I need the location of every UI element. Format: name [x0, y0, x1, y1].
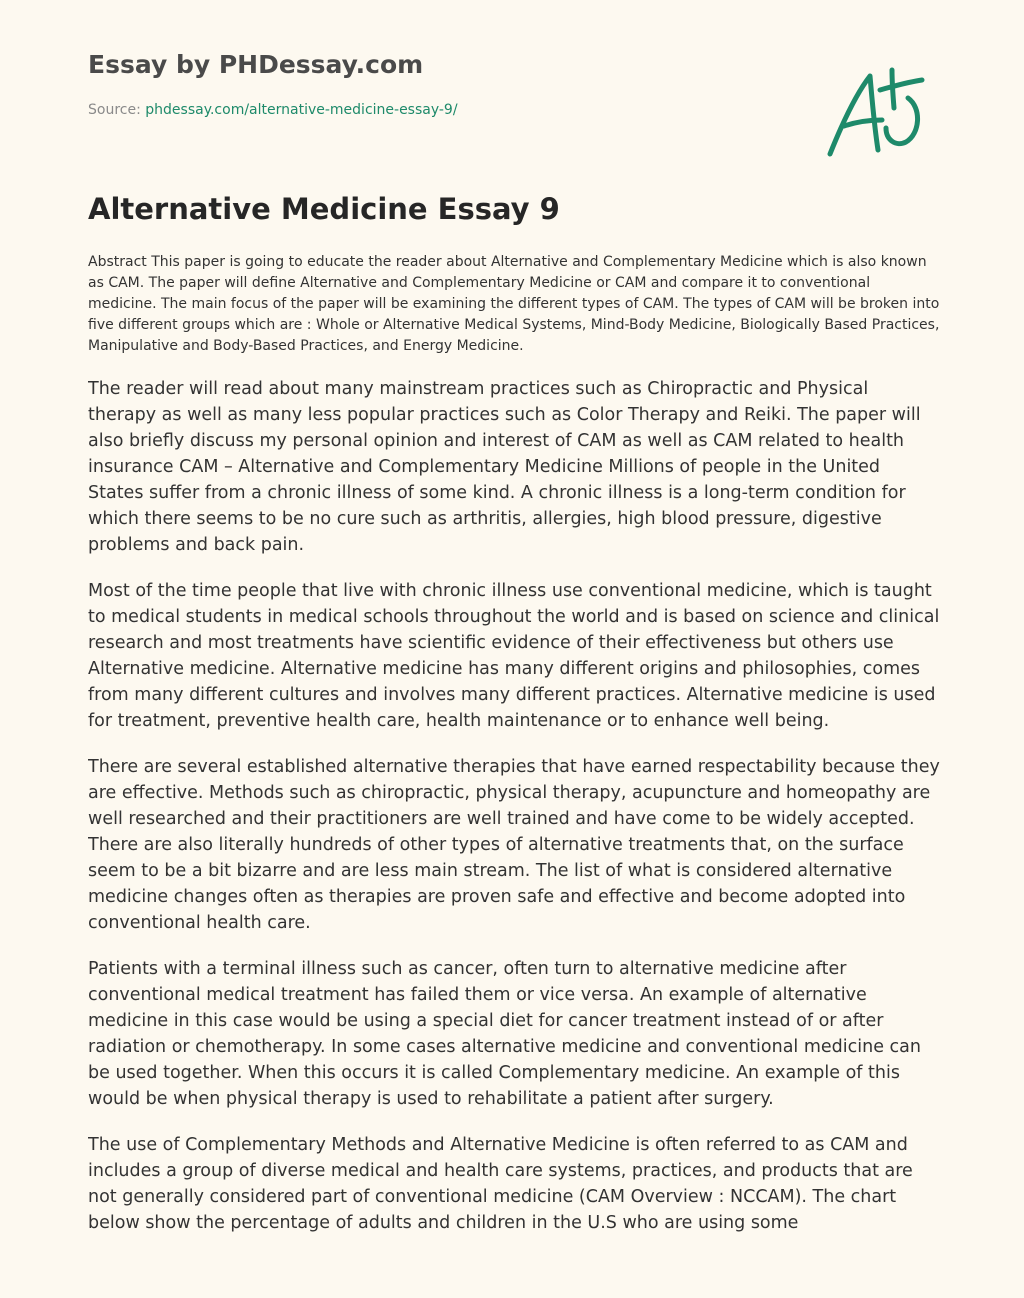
essay-paragraph: The reader will read about many mainstream practices such as Chiropractic and Physical therapy as well as many less popular practices such as Color Therapy and Reiki. The paper will also briefly discuss my personal opinion and interest of CAM as well as CAM related to health insurance CAM – Alternative and Complementary Medicine Millions of people in the United States suffer from a chronic illness of some kind. A chronic illness is a long-term condition for which there seems to be no cure such as arthritis, allergies, high blood pressure, digestive problems and back pain.	[88, 379, 921, 555]
essay-title: Alternative Medicine Essay 9	[88, 192, 560, 226]
essay-abstract: Abstract This paper is going to educate the reader about Alternative and Complementary Medicine which is also known as CAM. The paper will define Alternative and Complementary Medicine or CAM and compare it to conventional medicine. The main focus of the paper will be examining the different types of CAM. The types of CAM will be broken into five different groups which are : Whole or Alternative Medical Systems, Mind-Body Medicine, Biologically Based Practices, Manipulative and Body-Based Practices, and Energy Medicine.	[88, 254, 940, 354]
essay-body	[88, 376, 940, 1248]
a-plus-grade-icon	[822, 64, 932, 160]
essay-paragraph: The use of Complementary Methods and Alternative Medicine is often referred to as CAM and includes a group of diverse medical and health care systems, practices, and products that are not generally considered part of conventional medicine (CAM Overview : NCCAM). The chart below show the percentage of adults and children in the U.S who are using some	[88, 1135, 913, 1233]
essay-paragraph: Patients with a terminal illness such as cancer, often turn to alternative medicine after conventional medical treatment has failed them or vice versa. An example of alternative medicine in this case would be using a special diet for cancer treatment instead of or after radiation or chemotherapy. In some cases alternative medicine and conventional medicine can be used together. When this occurs it is called Complementary medicine. An example of this would be when physical therapy is used to rehabilitate a patient after surgery.	[88, 959, 921, 1109]
site-title: Essay by PHDessay.com	[88, 50, 424, 79]
essay-paragraph: Most of the time people that live with chronic illness use conventional medicine, which is taught to medical students in medical schools throughout the world and is based on science and clinical research and most treatments have scientific evidence of their effectiveness but others use Alternative medicine. Alternative medicine has many different origins and philosophies, comes from many different cultures and involves many different practices. Alternative medicine is used for treatment, preventive health care, health maintenance or to enhance well being.	[88, 581, 940, 731]
essay-paragraph: There are several established alternative therapies that have earned respectability because they are effective. Methods such as chiropractic, physical therapy, acupuncture and homeopathy are well researched and their practitioners are well trained and have come to be widely accepted. There are also literally hundreds of other types of alternative treatments that, on the surface seem to be a bit bizarre and are less main stream. The list of what is considered alternative medicine changes often as therapies are proven safe and effective and become adopted into conventional health care.	[88, 757, 940, 933]
source-line	[88, 102, 458, 118]
source-label: Source:	[88, 102, 146, 118]
source-link[interactable]: phdessay.com/alternative-medicine-essay-9/	[145, 102, 458, 118]
